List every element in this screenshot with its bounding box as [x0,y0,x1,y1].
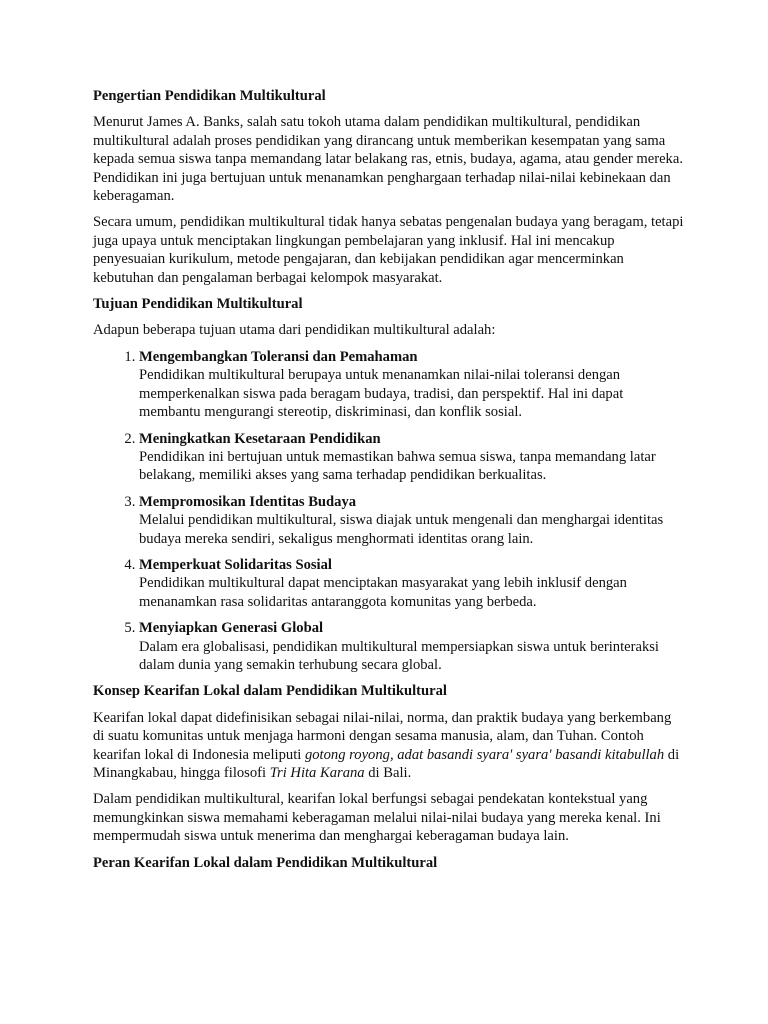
list-item-title: 4. Memperkuat Solidaritas Sosial [139,556,332,573]
list-item-title: 2. Meningkatkan Kesetaraan Pendidikan [139,430,381,447]
paragraph-konsep-1 [93,709,685,783]
paragraph-pengertian-2: Secara umum, pendidikan multikultural tidak hanya sebatas pengenalan budaya yang beragam, tetapi juga upaya untuk menciptakan lingkungan pembelajaran yang inklusif. Hal ini mencakup penyesuaian kurikulum, metode pengajaran, dan kebijakan pendidikan agar mencerminkan kebutuhan dan pengalaman berbagai kelompok masyarakat. [93,214,684,286]
paragraph-konsep-2: Dalam pendidikan multikultural, kearifan lokal berfungsi sebagai pendekatan kontekstual yang memungkinkan siswa memahami keberagaman melalui nilai-nilai budaya yang mereka kenal. Ini mempermudah siswa untuk menerima dan menghargai keberagaman budaya lain. [93,791,661,845]
text-run: di Bali. [364,765,412,781]
list-item-title: 5. Menyiapkan Generasi Global [139,620,324,637]
list-item-desc: Pendidikan multikultural berupaya untuk menanamkan nilai-nilai toleransi dengan memperkenalkan siswa pada beragam budaya, tradisi, dan perspektif. Hal ini dapat membantu mengurangi stereotip, diskriminasi, dan konflik sosial. [139,367,624,421]
list-item-title: 3. Mempromosikan Identitas Budaya [139,493,357,510]
heading-peran: Peran Kearifan Lokal dalam Pendidikan Multikultural [93,854,438,871]
list-item [139,556,685,611]
text-run: di Minangkabau, hingga filosofi [93,746,680,781]
list-item-desc: Pendidikan ini bertujuan untuk memastikan bahwa semua siswa, tanpa memandang latar belakang, memiliki akses yang sama terhadap pendidikan berkualitas. [139,448,656,484]
tujuan-list [93,348,685,675]
list-item-desc: Dalam era globalisasi, pendidikan multikultural mempersiapkan siswa untuk berinteraksi dalam dunia yang semakin terhubung secara global. [139,638,659,673]
paragraph-tujuan-intro: Adapun beberapa tujuan utama dari pendidikan multikultural adalah: [93,322,496,339]
document-page [93,87,685,880]
paragraph-pengertian-1: Menurut James A. Banks, salah satu tokoh utama dalam pendidikan multikultural, pendidikan multikultural adalah proses pendidikan yang dirancang untuk memberikan kesempatan yang sama kepada semua siswa tanpa memandang latar belakang ras, etnis, budaya, agama, atau gender mereka. Pendidikan ini juga bertujuan untuk menanamkan penghargaan terhadap nilai-nilai kebinekaan dan keberagaman. [93,114,683,205]
list-item [139,619,685,674]
list-item [139,493,685,548]
list-item-title: 1. Mengembangkan Toleransi dan Pemahaman [139,348,418,365]
list-item [139,348,685,422]
italic-run: Tri Hita Karana [269,765,365,781]
heading-tujuan: Tujuan Pendidikan Multikultural [93,296,303,313]
heading-pengertian: Pengertian Pendidikan Multikultural [93,88,326,104]
list-item-desc: Pendidikan multikultural dapat menciptakan masyarakat yang lebih inklusif dengan menanamkan rasa solidaritas antaranggota komunitas yang berbeda. [139,575,627,610]
heading-konsep: Konsep Kearifan Lokal dalam Pendidikan Multikultural [93,683,447,700]
italic-run: gotong royong, adat basandi syara' syara' basandi kitabullah [304,746,665,763]
list-item-desc: Melalui pendidikan multikultural, siswa diajak untuk mengenali dan menghargai identitas budaya mereka sendiri, sekaligus menghormati identitas orang lain. [139,512,664,547]
text-run: Kearifan lokal dapat didefinisikan sebagai nilai-nilai, norma, dan praktik budaya yang berkembang di suatu komunitas untuk menjaga harmoni dengan sesama manusia, alam, dan Tuhan. Contoh kearifan lokal di Indonesia meliputi [93,709,672,763]
list-item [139,430,685,485]
